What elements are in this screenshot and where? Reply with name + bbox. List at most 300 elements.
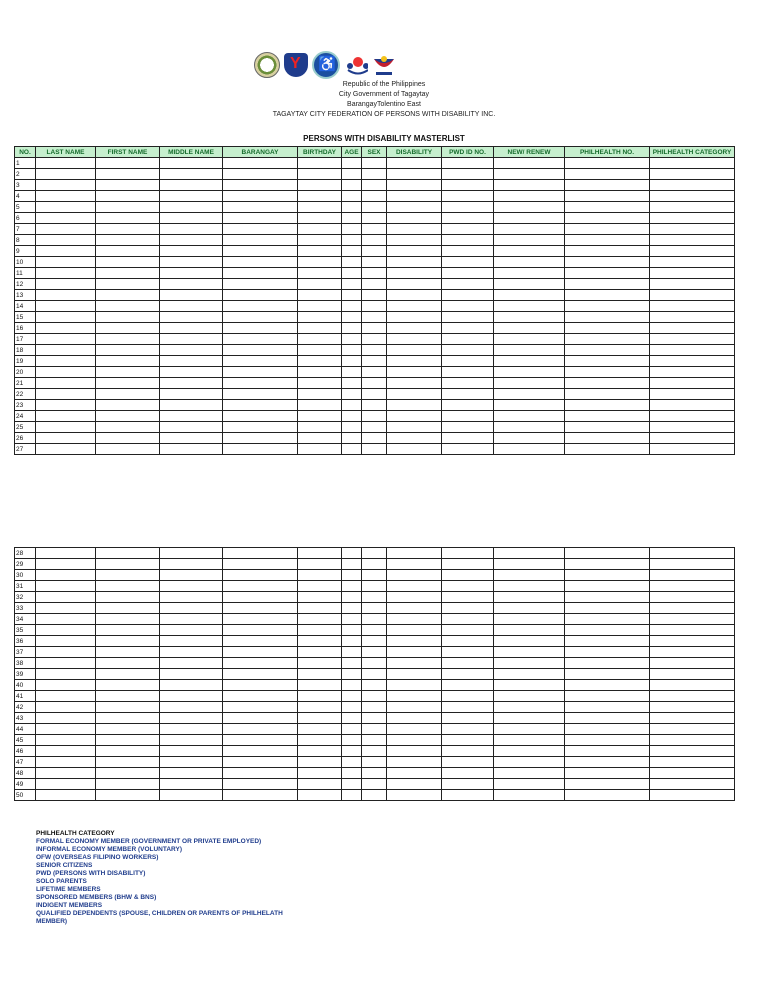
table-cell[interactable] xyxy=(442,246,494,257)
table-cell[interactable] xyxy=(442,356,494,367)
table-cell[interactable] xyxy=(494,790,565,801)
table-cell[interactable] xyxy=(650,323,735,334)
table-cell[interactable] xyxy=(494,180,565,191)
table-cell[interactable] xyxy=(387,625,442,636)
table-cell[interactable] xyxy=(298,257,342,268)
table-cell[interactable] xyxy=(96,614,160,625)
table-cell[interactable] xyxy=(442,647,494,658)
table-cell[interactable] xyxy=(96,169,160,180)
table-cell[interactable] xyxy=(387,301,442,312)
table-cell[interactable] xyxy=(362,268,387,279)
table-cell[interactable] xyxy=(298,603,342,614)
table-cell[interactable] xyxy=(387,290,442,301)
table-cell[interactable] xyxy=(362,191,387,202)
table-cell[interactable] xyxy=(342,790,362,801)
table-cell[interactable] xyxy=(362,334,387,345)
table-cell[interactable] xyxy=(387,356,442,367)
table-cell[interactable] xyxy=(362,625,387,636)
table-cell[interactable] xyxy=(565,636,650,647)
table-cell[interactable] xyxy=(342,202,362,213)
table-cell[interactable] xyxy=(160,680,223,691)
table-cell[interactable] xyxy=(362,158,387,169)
table-cell[interactable] xyxy=(223,334,298,345)
table-cell[interactable] xyxy=(565,389,650,400)
table-cell[interactable] xyxy=(36,713,96,724)
table-cell[interactable] xyxy=(494,290,565,301)
table-cell[interactable] xyxy=(36,356,96,367)
table-cell[interactable] xyxy=(650,257,735,268)
table-cell[interactable] xyxy=(160,768,223,779)
table-cell[interactable] xyxy=(494,779,565,790)
table-cell[interactable] xyxy=(565,323,650,334)
table-cell[interactable] xyxy=(223,625,298,636)
table-cell[interactable] xyxy=(565,345,650,356)
table-cell[interactable] xyxy=(565,713,650,724)
table-cell[interactable] xyxy=(342,570,362,581)
table-cell[interactable] xyxy=(650,746,735,757)
table-cell[interactable] xyxy=(298,724,342,735)
table-cell[interactable] xyxy=(565,603,650,614)
table-cell[interactable] xyxy=(298,790,342,801)
table-cell[interactable] xyxy=(362,680,387,691)
table-cell[interactable] xyxy=(96,268,160,279)
table-cell[interactable] xyxy=(650,235,735,246)
table-cell[interactable] xyxy=(387,614,442,625)
table-cell[interactable] xyxy=(36,169,96,180)
table-cell[interactable] xyxy=(223,768,298,779)
table-cell[interactable] xyxy=(223,224,298,235)
table-cell[interactable] xyxy=(442,779,494,790)
table-cell[interactable] xyxy=(442,400,494,411)
table-cell[interactable] xyxy=(160,246,223,257)
table-cell[interactable] xyxy=(494,323,565,334)
table-cell[interactable] xyxy=(565,334,650,345)
table-cell[interactable] xyxy=(650,768,735,779)
table-cell[interactable] xyxy=(223,257,298,268)
table-cell[interactable] xyxy=(298,169,342,180)
table-cell[interactable] xyxy=(160,647,223,658)
table-cell[interactable] xyxy=(342,757,362,768)
table-cell[interactable] xyxy=(442,433,494,444)
table-cell[interactable] xyxy=(298,180,342,191)
table-cell[interactable] xyxy=(387,334,442,345)
table-cell[interactable] xyxy=(36,411,96,422)
table-cell[interactable] xyxy=(223,378,298,389)
table-cell[interactable] xyxy=(494,400,565,411)
table-cell[interactable] xyxy=(650,559,735,570)
table-cell[interactable] xyxy=(36,691,96,702)
table-cell[interactable] xyxy=(565,213,650,224)
table-cell[interactable] xyxy=(442,735,494,746)
table-cell[interactable] xyxy=(298,713,342,724)
table-cell[interactable] xyxy=(223,658,298,669)
table-cell[interactable] xyxy=(36,268,96,279)
table-cell[interactable] xyxy=(160,301,223,312)
table-cell[interactable] xyxy=(565,169,650,180)
table-cell[interactable] xyxy=(494,268,565,279)
table-cell[interactable] xyxy=(298,246,342,257)
table-cell[interactable] xyxy=(96,224,160,235)
table-cell[interactable] xyxy=(494,279,565,290)
table-cell[interactable] xyxy=(36,158,96,169)
table-cell[interactable] xyxy=(362,213,387,224)
table-cell[interactable] xyxy=(342,581,362,592)
table-cell[interactable] xyxy=(223,548,298,559)
table-cell[interactable] xyxy=(298,268,342,279)
table-cell[interactable] xyxy=(96,356,160,367)
table-cell[interactable] xyxy=(442,224,494,235)
table-cell[interactable] xyxy=(387,570,442,581)
table-cell[interactable] xyxy=(494,658,565,669)
table-cell[interactable] xyxy=(160,202,223,213)
table-cell[interactable] xyxy=(494,235,565,246)
table-cell[interactable] xyxy=(650,180,735,191)
table-cell[interactable] xyxy=(442,658,494,669)
table-cell[interactable] xyxy=(442,702,494,713)
table-cell[interactable] xyxy=(298,636,342,647)
table-cell[interactable] xyxy=(342,636,362,647)
table-cell[interactable] xyxy=(387,158,442,169)
table-cell[interactable] xyxy=(650,158,735,169)
table-cell[interactable] xyxy=(223,213,298,224)
table-cell[interactable] xyxy=(298,389,342,400)
table-cell[interactable] xyxy=(96,246,160,257)
table-cell[interactable] xyxy=(494,422,565,433)
table-cell[interactable] xyxy=(160,290,223,301)
table-cell[interactable] xyxy=(565,224,650,235)
table-cell[interactable] xyxy=(494,559,565,570)
table-cell[interactable] xyxy=(362,345,387,356)
table-cell[interactable] xyxy=(36,433,96,444)
table-cell[interactable] xyxy=(565,400,650,411)
table-cell[interactable] xyxy=(342,592,362,603)
table-cell[interactable] xyxy=(494,757,565,768)
table-cell[interactable] xyxy=(565,570,650,581)
table-cell[interactable] xyxy=(650,669,735,680)
table-cell[interactable] xyxy=(494,746,565,757)
table-cell[interactable] xyxy=(96,444,160,455)
table-cell[interactable] xyxy=(223,724,298,735)
table-cell[interactable] xyxy=(387,411,442,422)
table-cell[interactable] xyxy=(160,691,223,702)
table-cell[interactable] xyxy=(36,400,96,411)
table-cell[interactable] xyxy=(223,345,298,356)
table-cell[interactable] xyxy=(362,768,387,779)
table-cell[interactable] xyxy=(96,202,160,213)
table-cell[interactable] xyxy=(650,224,735,235)
table-cell[interactable] xyxy=(362,323,387,334)
table-cell[interactable] xyxy=(565,279,650,290)
table-cell[interactable] xyxy=(298,625,342,636)
table-cell[interactable] xyxy=(387,691,442,702)
table-cell[interactable] xyxy=(96,702,160,713)
table-cell[interactable] xyxy=(298,356,342,367)
table-cell[interactable] xyxy=(650,268,735,279)
table-cell[interactable] xyxy=(362,444,387,455)
table-cell[interactable] xyxy=(223,356,298,367)
table-cell[interactable] xyxy=(96,345,160,356)
table-cell[interactable] xyxy=(494,224,565,235)
table-cell[interactable] xyxy=(650,647,735,658)
table-cell[interactable] xyxy=(298,202,342,213)
table-cell[interactable] xyxy=(565,790,650,801)
table-cell[interactable] xyxy=(223,647,298,658)
table-cell[interactable] xyxy=(442,614,494,625)
table-cell[interactable] xyxy=(362,169,387,180)
table-cell[interactable] xyxy=(362,279,387,290)
table-cell[interactable] xyxy=(494,334,565,345)
table-cell[interactable] xyxy=(223,669,298,680)
table-cell[interactable] xyxy=(494,702,565,713)
table-cell[interactable] xyxy=(442,713,494,724)
table-cell[interactable] xyxy=(36,301,96,312)
table-cell[interactable] xyxy=(342,625,362,636)
table-cell[interactable] xyxy=(442,334,494,345)
table-cell[interactable] xyxy=(298,301,342,312)
table-cell[interactable] xyxy=(494,444,565,455)
table-cell[interactable] xyxy=(342,400,362,411)
table-cell[interactable] xyxy=(387,202,442,213)
table-cell[interactable] xyxy=(36,625,96,636)
table-cell[interactable] xyxy=(362,779,387,790)
table-cell[interactable] xyxy=(298,691,342,702)
table-cell[interactable] xyxy=(362,411,387,422)
table-cell[interactable] xyxy=(298,279,342,290)
table-cell[interactable] xyxy=(36,702,96,713)
table-cell[interactable] xyxy=(298,768,342,779)
table-cell[interactable] xyxy=(36,724,96,735)
table-cell[interactable] xyxy=(387,191,442,202)
table-cell[interactable] xyxy=(96,279,160,290)
table-cell[interactable] xyxy=(387,658,442,669)
table-cell[interactable] xyxy=(342,246,362,257)
table-cell[interactable] xyxy=(160,757,223,768)
table-cell[interactable] xyxy=(36,191,96,202)
table-cell[interactable] xyxy=(342,444,362,455)
table-cell[interactable] xyxy=(650,334,735,345)
table-cell[interactable] xyxy=(650,389,735,400)
table-cell[interactable] xyxy=(362,669,387,680)
table-cell[interactable] xyxy=(160,636,223,647)
table-cell[interactable] xyxy=(442,625,494,636)
table-cell[interactable] xyxy=(298,444,342,455)
table-cell[interactable] xyxy=(96,433,160,444)
table-cell[interactable] xyxy=(387,713,442,724)
table-cell[interactable] xyxy=(442,323,494,334)
table-cell[interactable] xyxy=(494,548,565,559)
table-cell[interactable] xyxy=(160,268,223,279)
table-cell[interactable] xyxy=(298,433,342,444)
table-cell[interactable] xyxy=(36,779,96,790)
table-cell[interactable] xyxy=(565,290,650,301)
table-cell[interactable] xyxy=(387,433,442,444)
table-cell[interactable] xyxy=(96,625,160,636)
table-cell[interactable] xyxy=(565,411,650,422)
table-cell[interactable] xyxy=(342,235,362,246)
table-cell[interactable] xyxy=(494,246,565,257)
table-cell[interactable] xyxy=(96,559,160,570)
table-cell[interactable] xyxy=(362,548,387,559)
table-cell[interactable] xyxy=(342,345,362,356)
table-cell[interactable] xyxy=(96,647,160,658)
table-cell[interactable] xyxy=(362,724,387,735)
table-cell[interactable] xyxy=(387,779,442,790)
table-cell[interactable] xyxy=(36,213,96,224)
table-cell[interactable] xyxy=(442,603,494,614)
table-cell[interactable] xyxy=(223,202,298,213)
table-cell[interactable] xyxy=(565,422,650,433)
table-cell[interactable] xyxy=(223,614,298,625)
table-cell[interactable] xyxy=(160,625,223,636)
table-cell[interactable] xyxy=(342,658,362,669)
table-cell[interactable] xyxy=(160,312,223,323)
table-cell[interactable] xyxy=(160,235,223,246)
table-cell[interactable] xyxy=(96,713,160,724)
table-cell[interactable] xyxy=(342,669,362,680)
table-cell[interactable] xyxy=(36,548,96,559)
table-cell[interactable] xyxy=(650,790,735,801)
table-cell[interactable] xyxy=(494,570,565,581)
table-cell[interactable] xyxy=(36,559,96,570)
table-cell[interactable] xyxy=(362,235,387,246)
table-cell[interactable] xyxy=(298,345,342,356)
table-cell[interactable] xyxy=(96,658,160,669)
table-cell[interactable] xyxy=(494,389,565,400)
table-cell[interactable] xyxy=(494,257,565,268)
table-cell[interactable] xyxy=(565,647,650,658)
table-cell[interactable] xyxy=(565,724,650,735)
table-cell[interactable] xyxy=(96,235,160,246)
table-cell[interactable] xyxy=(36,680,96,691)
table-cell[interactable] xyxy=(342,334,362,345)
table-cell[interactable] xyxy=(565,702,650,713)
table-cell[interactable] xyxy=(442,169,494,180)
table-cell[interactable] xyxy=(362,647,387,658)
table-cell[interactable] xyxy=(96,691,160,702)
table-cell[interactable] xyxy=(565,202,650,213)
table-cell[interactable] xyxy=(36,570,96,581)
table-cell[interactable] xyxy=(96,312,160,323)
table-cell[interactable] xyxy=(160,669,223,680)
table-cell[interactable] xyxy=(494,647,565,658)
table-cell[interactable] xyxy=(342,433,362,444)
table-cell[interactable] xyxy=(223,680,298,691)
table-cell[interactable] xyxy=(494,433,565,444)
table-cell[interactable] xyxy=(442,444,494,455)
table-cell[interactable] xyxy=(387,768,442,779)
table-cell[interactable] xyxy=(387,279,442,290)
table-cell[interactable] xyxy=(36,312,96,323)
table-cell[interactable] xyxy=(362,356,387,367)
table-cell[interactable] xyxy=(36,224,96,235)
table-cell[interactable] xyxy=(223,444,298,455)
table-cell[interactable] xyxy=(387,235,442,246)
table-cell[interactable] xyxy=(565,378,650,389)
table-cell[interactable] xyxy=(362,757,387,768)
table-cell[interactable] xyxy=(223,158,298,169)
table-cell[interactable] xyxy=(298,548,342,559)
table-cell[interactable] xyxy=(565,658,650,669)
table-cell[interactable] xyxy=(650,570,735,581)
table-cell[interactable] xyxy=(223,790,298,801)
table-cell[interactable] xyxy=(442,213,494,224)
table-cell[interactable] xyxy=(223,779,298,790)
table-cell[interactable] xyxy=(223,636,298,647)
table-cell[interactable] xyxy=(362,202,387,213)
table-cell[interactable] xyxy=(160,411,223,422)
table-cell[interactable] xyxy=(96,724,160,735)
table-cell[interactable] xyxy=(442,268,494,279)
table-cell[interactable] xyxy=(387,169,442,180)
table-cell[interactable] xyxy=(96,603,160,614)
table-cell[interactable] xyxy=(362,246,387,257)
table-cell[interactable] xyxy=(342,301,362,312)
table-cell[interactable] xyxy=(442,367,494,378)
table-cell[interactable] xyxy=(342,702,362,713)
table-cell[interactable] xyxy=(442,669,494,680)
table-cell[interactable] xyxy=(442,570,494,581)
table-cell[interactable] xyxy=(650,779,735,790)
table-cell[interactable] xyxy=(298,680,342,691)
table-cell[interactable] xyxy=(96,323,160,334)
table-cell[interactable] xyxy=(362,312,387,323)
table-cell[interactable] xyxy=(442,559,494,570)
table-cell[interactable] xyxy=(362,301,387,312)
table-cell[interactable] xyxy=(223,422,298,433)
table-cell[interactable] xyxy=(442,411,494,422)
table-cell[interactable] xyxy=(298,312,342,323)
table-cell[interactable] xyxy=(36,636,96,647)
table-cell[interactable] xyxy=(442,680,494,691)
table-cell[interactable] xyxy=(223,246,298,257)
table-cell[interactable] xyxy=(565,680,650,691)
table-cell[interactable] xyxy=(160,779,223,790)
table-cell[interactable] xyxy=(298,581,342,592)
table-cell[interactable] xyxy=(442,724,494,735)
table-cell[interactable] xyxy=(223,570,298,581)
table-cell[interactable] xyxy=(442,592,494,603)
table-cell[interactable] xyxy=(36,422,96,433)
table-cell[interactable] xyxy=(223,713,298,724)
table-cell[interactable] xyxy=(494,158,565,169)
table-cell[interactable] xyxy=(223,746,298,757)
table-cell[interactable] xyxy=(565,768,650,779)
table-cell[interactable] xyxy=(160,180,223,191)
table-cell[interactable] xyxy=(362,389,387,400)
table-cell[interactable] xyxy=(362,713,387,724)
table-cell[interactable] xyxy=(494,669,565,680)
table-cell[interactable] xyxy=(565,614,650,625)
table-cell[interactable] xyxy=(96,301,160,312)
table-cell[interactable] xyxy=(342,169,362,180)
table-cell[interactable] xyxy=(36,389,96,400)
table-cell[interactable] xyxy=(650,356,735,367)
table-cell[interactable] xyxy=(160,559,223,570)
table-cell[interactable] xyxy=(160,367,223,378)
table-cell[interactable] xyxy=(160,279,223,290)
table-cell[interactable] xyxy=(36,257,96,268)
table-cell[interactable] xyxy=(362,559,387,570)
table-cell[interactable] xyxy=(223,691,298,702)
table-cell[interactable] xyxy=(387,702,442,713)
table-cell[interactable] xyxy=(96,389,160,400)
table-cell[interactable] xyxy=(342,735,362,746)
table-cell[interactable] xyxy=(494,691,565,702)
table-cell[interactable] xyxy=(298,570,342,581)
table-cell[interactable] xyxy=(362,746,387,757)
table-cell[interactable] xyxy=(160,746,223,757)
table-cell[interactable] xyxy=(650,444,735,455)
